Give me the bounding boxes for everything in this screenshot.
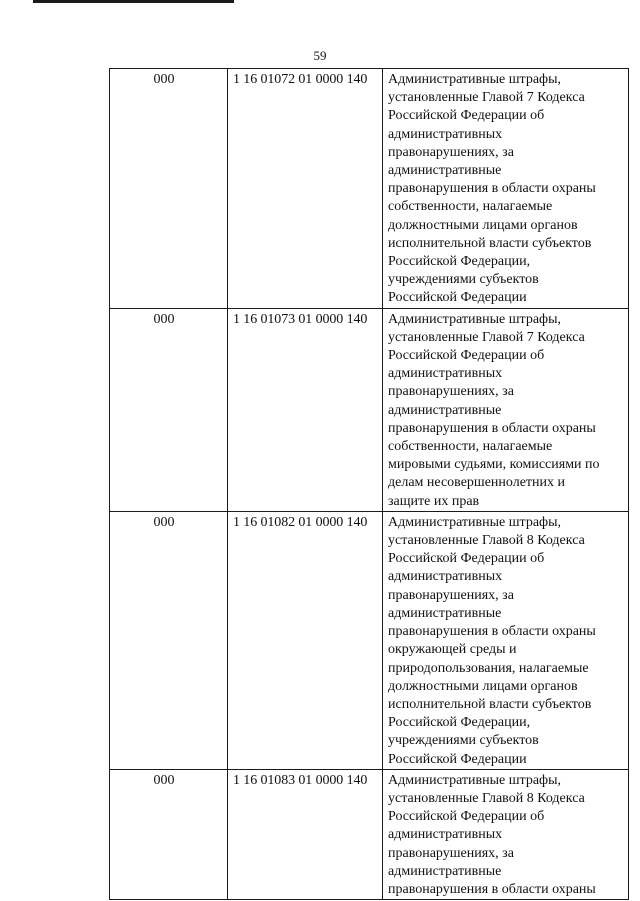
description-cell: Административные штрафы, установленные Главой 7 Кодекса Российской Федерации об административных правонарушениях, за административные правонарушения в области охраны собственности, налагаемые мировыми судьями, комиссиями по делам несовершеннолетних и защите их прав bbox=[383, 308, 629, 511]
budget-codes-table bbox=[109, 68, 629, 900]
table-row bbox=[110, 769, 629, 899]
admin-code-cell: 000 bbox=[110, 511, 228, 769]
table-row bbox=[110, 511, 629, 769]
description-cell: Административные штрафы, установленные Главой 8 Кодекса Российской Федерации об административных правонарушениях, за административные правонарушения в области охраны окружающей среды и природопользования, налагаемые должностными лицами органов исполнительной власти субъектов Российской Федерации, учреждениями субъектов Российской Федерации bbox=[383, 511, 629, 769]
table-row bbox=[110, 308, 629, 511]
kbk-code-cell: 1 16 01083 01 0000 140 bbox=[228, 769, 383, 899]
admin-code-cell: 000 bbox=[110, 69, 228, 309]
admin-code-cell: 000 bbox=[110, 308, 228, 511]
kbk-code-cell: 1 16 01082 01 0000 140 bbox=[228, 511, 383, 769]
page-number: 59 bbox=[313, 48, 327, 63]
scan-edge-mark bbox=[33, 0, 234, 3]
description-cell: Административные штрафы, установленные Главой 8 Кодекса Российской Федерации об административных правонарушениях, за административные правонарушения в области охраны bbox=[383, 769, 629, 899]
description-cell: Административные штрафы, установленные Главой 7 Кодекса Российской Федерации об административных правонарушениях, за административные правонарушения в области охраны собственности, налагаемые должностными лицами органов исполнительной власти субъектов Российской Федерации, учреждениями субъектов Российской Федерации bbox=[383, 69, 629, 309]
kbk-code-cell: 1 16 01072 01 0000 140 bbox=[228, 69, 383, 309]
kbk-code-cell: 1 16 01073 01 0000 140 bbox=[228, 308, 383, 511]
admin-code-cell: 000 bbox=[110, 769, 228, 899]
table-row bbox=[110, 69, 629, 309]
